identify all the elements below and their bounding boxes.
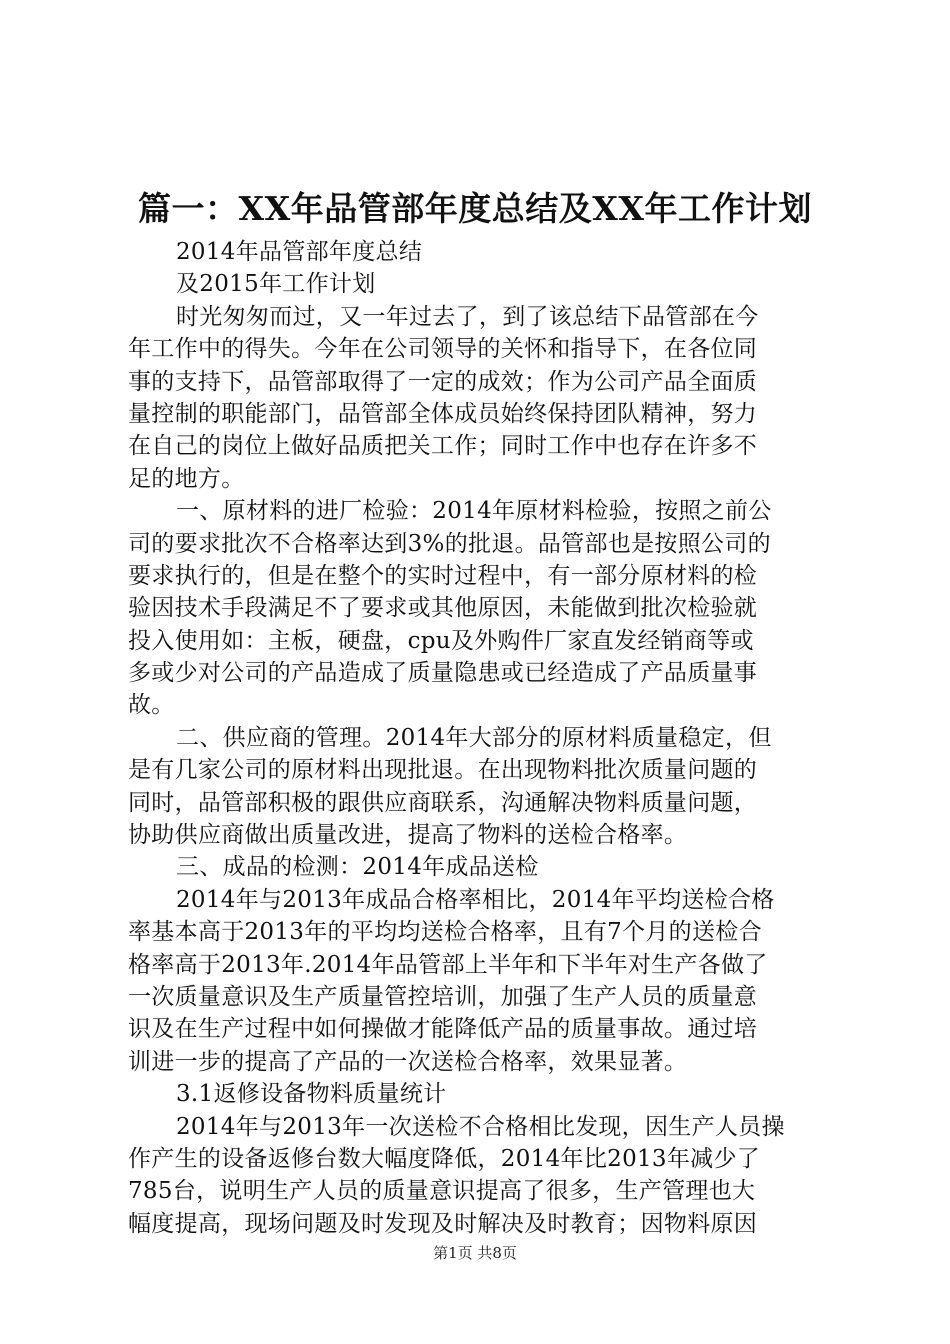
text-line: 要求执行的，但是在整个的实时过程中，有一部分原材料的检 [128, 562, 758, 589]
text-line: 事的支持下，品管部取得了一定的成效；作为公司产品全面质 [128, 368, 758, 395]
text-line: 是有几家公司的原材料出现批退。在出现物料批次质量问题的 [128, 757, 758, 784]
text-line: 时光匆匆而过，又一年过去了，到了该总结下品管部在今 [176, 303, 759, 330]
text-line: 识及在生产过程中如何操做才能降低产品的质量事故。通过培 [128, 1016, 758, 1043]
document-body [128, 236, 828, 1240]
text-line: 训进一步的提高了产品的一次送检合格率，效果显著。 [128, 1048, 688, 1075]
document-title: 篇一：XX年品管部年度总结及XX年工作计划 [138, 189, 812, 228]
text-line: 年工作中的得失。今年在公司领导的关怀和指导下，在各位同 [128, 336, 758, 363]
text-line: 司的要求批次不合格率达到3%的批退。品管部也是按照公司的 [128, 530, 771, 557]
text-line: 多或少对公司的产品造成了质量隐患或已经造成了产品质量事 [128, 660, 758, 687]
text-line: 故。 [128, 692, 175, 719]
text-line: 作产生的设备返修台数大幅度降低，2014年比2013年减少了 [128, 1145, 761, 1172]
text-line: 785台，说明生产人员的质量意识提高了很多，生产管理也大 [128, 1178, 756, 1205]
text-line: 及2015年工作计划 [176, 271, 376, 298]
text-line: 2014年与2013年一次送检不合格相比发现，因生产人员操 [176, 1113, 785, 1140]
text-line: 投入使用如：主板，硬盘，cpu及外购件厂家直发经销商等或 [128, 627, 754, 654]
text-line: 三、成品的检测：2014年成品送检 [176, 854, 539, 881]
text-line: 在自己的岗位上做好品质把关工作；同时工作中也存在许多不 [128, 433, 758, 460]
page-footer: 第1页 共8页 [433, 1244, 517, 1262]
text-line: 幅度提高，现场问题及时发现及时解决及时教育；因物料原因 [128, 1210, 758, 1237]
text-line: 2014年与2013年成品合格率相比，2014年平均送检合格 [176, 886, 775, 913]
text-line: 协助供应商做出质量改进，提高了物料的送检合格率。 [128, 822, 688, 849]
text-line: 量控制的职能部门，品管部全体成员始终保持团队精神，努力 [128, 400, 758, 427]
text-line: 同时，品管部积极的跟供应商联系，沟通解决物料质量问题， [128, 789, 758, 816]
text-line: 一次质量意识及生产质量管控培训，加强了生产人员的质量意 [128, 983, 758, 1010]
text-line: 足的地方。 [128, 465, 245, 492]
text-line: 二、供应商的管理。2014年大部分的原材料质量稳定，但 [176, 724, 772, 751]
text-line: 验因技术手段满足不了要求或其他原因，未能做到批次检验就 [128, 595, 758, 622]
text-line: 2014年品管部年度总结 [176, 239, 423, 265]
text-line: 3.1返修设备物料质量统计 [176, 1081, 447, 1108]
text-line: 率基本高于2013年的平均均送检合格率，且有7个月的送检合 [128, 919, 762, 946]
text-line: 格率高于2013年.2014年品管部上半年和下半年对生产各做了 [128, 951, 768, 978]
text-line: 一、原材料的进厂检验：2014年原材料检验，按照之前公 [176, 498, 772, 525]
